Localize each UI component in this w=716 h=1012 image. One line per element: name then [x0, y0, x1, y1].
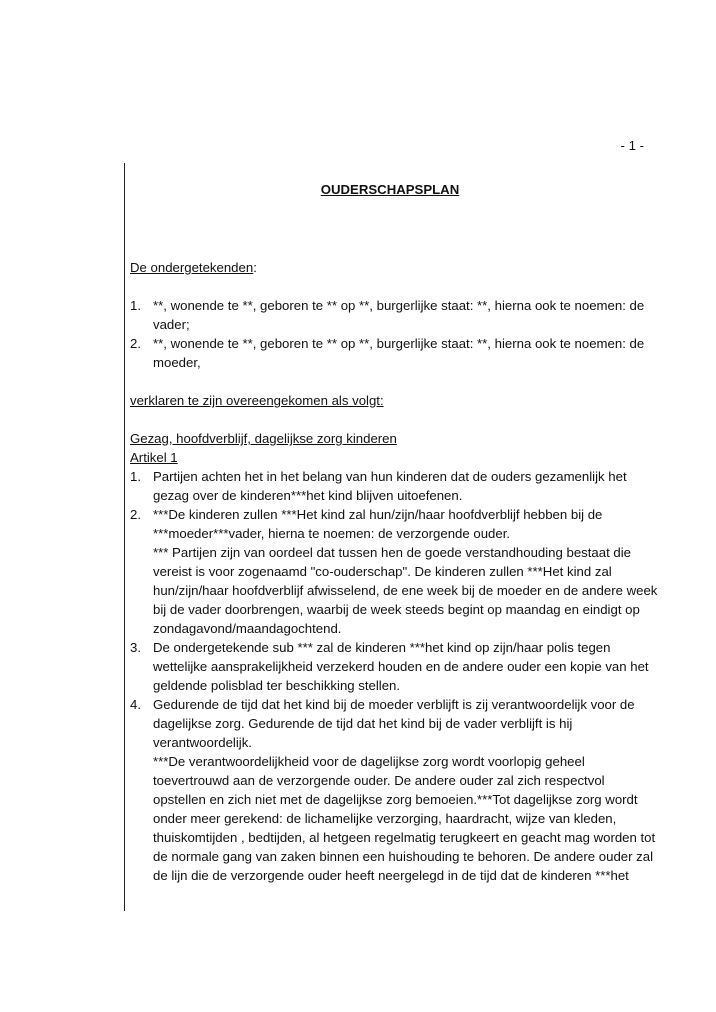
margin-rule — [124, 163, 125, 911]
article-subparagraph: *** Partijen zijn van oordeel dat tussen hen de goede verstandhouding bestaat die vereist is voor zogenaamd "co-ouderschap". De kinderen zullen ***Het kind zal hun/zijn/haar hoofdverblijf afwisselend, de ene week bij de moeder en de andere week bij de vader doorbrengen, waarbij de week steeds begint op maandag en eindigt op zondagavond/maandagochtend. — [153, 545, 658, 636]
list-number: 1. — [130, 298, 141, 313]
undersigned-colon: : — [253, 260, 257, 275]
list-number: 4. — [130, 697, 141, 712]
list-number: 2. — [130, 507, 141, 522]
list-item — [130, 334, 660, 372]
spacer — [130, 372, 660, 391]
list-item — [130, 638, 660, 695]
article-label: Artikel 1 — [130, 450, 178, 465]
document-title: OUDERSCHAPSPLAN — [320, 182, 460, 197]
parties-list — [130, 296, 660, 372]
spacer — [130, 410, 660, 429]
section-heading: Gezag, hoofdverblijf, dagelijkse zorg kinderen — [130, 431, 397, 446]
list-number: 1. — [130, 469, 141, 484]
undersigned-heading: De ondergetekenden — [130, 260, 254, 275]
party-text: **, wonende te **, geboren te ** op **, burgerlijke staat: **, hierna ook te noemen: de vader; — [153, 298, 645, 332]
list-item — [130, 695, 660, 885]
list-item — [130, 296, 660, 334]
list-number: 3. — [130, 640, 141, 655]
party-text: **, wonende te **, geboren te ** op **, burgerlijke staat: **, hierna ook te noemen: de moeder, — [153, 336, 645, 370]
article-text: De ondergetekende sub *** zal de kinderen ***het kind op zijn/haar polis tegen wettelijke aansprakelijkheid verzekerd houden en de andere ouder een kopie van het geldende polisblad ter beschikking stellen. — [153, 640, 649, 693]
spacer — [130, 277, 660, 296]
article-text: Gedurende de tijd dat het kind bij de moeder verblijft is zij verantwoordelijk voor de dagelijkse zorg. Gedurende de tijd dat het kind bij de vader verblijft is hij verantwoordelijk. — [153, 697, 635, 750]
article-text: Partijen achten het in het belang van hun kinderen dat de ouders gezamenlijk het gezag over de kinderen***het kind blijven uitoefenen. — [153, 469, 627, 503]
article-text: ***De kinderen zullen ***Het kind zal hun/zijn/haar hoofdverblijf hebben bij de ***moeder***vader, hierna te noemen: de verzorgende ouder. — [153, 507, 603, 541]
article-subparagraph: ***De verantwoordelijkheid voor de dagelijkse zorg wordt voorlopig geheel toevertrouwd aan de verzorgende ouder. De andere ouder zal zich respectvol opstellen en zich niet met de dagelijkse zorg bemoeien.***Tot dagelijkse zorg wordt onder meer gerekend: de lichamelijke verzorging, haardracht, wijze van kleden, thuiskomtijden , bedtijden, al hetgeen regelmatig terugkeert en geacht mag worden tot de normale gang van zaken binnen een huishouding te behoren. De andere ouder zal de lijn die de verzorgende ouder heeft neergelegd in de tijd dat de kinderen ***het — [153, 754, 656, 883]
list-item — [130, 505, 660, 638]
page-number: - 1 - — [620, 138, 644, 153]
list-item — [130, 467, 660, 505]
list-number: 2. — [130, 336, 141, 351]
document-body — [130, 258, 660, 885]
undersigned-line — [130, 258, 660, 277]
agreement-heading: verklaren te zijn overeengekomen als volgt: — [130, 393, 384, 408]
articles-list — [130, 467, 660, 885]
